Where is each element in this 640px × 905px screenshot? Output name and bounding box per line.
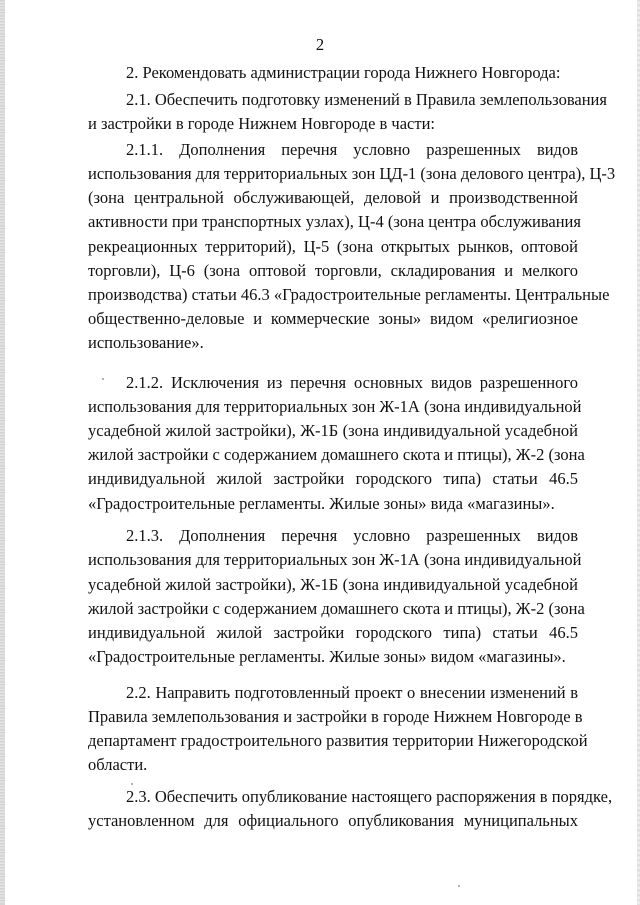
paragraph-2-1-1-line-8: общественно-деловые и коммерческие зоны» видом «религиозное xyxy=(88,309,578,328)
paragraph-2-1-1-line-1: 2.1.1. Дополнения перечня условно разрешенных видов xyxy=(126,140,578,159)
paragraph-2-1-2-line-3: усадебной жилой застройки), Ж-1Б (зона индивидуальной усадебной xyxy=(88,421,578,440)
paragraph-2-1-1-line-9: использование». xyxy=(88,333,204,352)
paragraph-2-1-3-line-1: 2.1.3. Дополнения перечня условно разрешенных видов xyxy=(126,526,578,545)
paragraph-2-1-line-2: и застройки в городе Нижнем Новгороде в части: xyxy=(88,114,436,133)
scan-speck xyxy=(131,783,133,785)
paragraph-2-1-1-line-2: использования для территориальных зон ЦД-1 (зона делового центра), Ц-3 xyxy=(88,164,616,183)
paragraph-2-1-2-line-4: жилой застройки с содержанием домашнего скота и птицы), Ж-2 (зона xyxy=(88,445,585,464)
scan-speck xyxy=(458,885,460,887)
paragraph-2-1-1-line-6: торговли), Ц-6 (зона оптовой торговли, складирования и мелкого xyxy=(88,261,578,280)
paragraph-2-3-line-1: 2.3. Обеспечить опубликование настоящего распоряжения в порядке, xyxy=(126,787,613,806)
paragraph-2-1-3-line-5: индивидуальной жилой застройки городского типа) статьи 46.5 xyxy=(88,623,578,642)
paragraph-2-3-line-2: установленном для официального опубликования муниципальных xyxy=(88,811,578,830)
paragraph-2-1-2-line-5: индивидуальной жилой застройки городского типа) статьи 46.5 xyxy=(88,469,578,488)
paragraph-2-2-line-2: Правила землепользования и застройки в городе Нижнем Новгороде в xyxy=(88,707,583,726)
paragraph-2-1-3-line-4: жилой застройки с содержанием домашнего скота и птицы), Ж-2 (зона xyxy=(88,599,585,618)
paragraph-2-line-1: 2. Рекомендовать администрации города Нижнего Новгорода: xyxy=(126,63,561,82)
paragraph-2-1-1-line-5: рекреационных территорий), Ц-5 (зона открытых рынков, оптовой xyxy=(88,237,578,256)
paragraph-2-2-line-3: департамент градостроительного развития территории Нижегородской xyxy=(88,731,588,750)
paragraph-2-1-3-line-2: использования для территориальных зон Ж-1А (зона индивидуальной xyxy=(88,550,582,569)
scan-left-edge xyxy=(0,0,5,905)
paragraph-2-1-3-line-3: усадебной жилой застройки), Ж-1Б (зона индивидуальной усадебной xyxy=(88,575,578,594)
paragraph-2-2-line-4: области. xyxy=(88,755,148,774)
paragraph-2-1-2-line-1: 2.1.2. Исключения из перечня основных видов разрешенного xyxy=(126,373,578,392)
paragraph-2-1-line-1: 2.1. Обеспечить подготовку изменений в Правила землепользования xyxy=(126,90,607,109)
scan-speck xyxy=(102,378,104,380)
paragraph-2-1-2-line-2: использования для территориальных зон Ж-1А (зона индивидуальной xyxy=(88,397,582,416)
paragraph-2-1-1-line-3: (зона центральной обслуживающей, деловой и производственной xyxy=(88,188,578,207)
page-number: 2 xyxy=(315,35,325,54)
paragraph-2-1-2-line-6: «Градостроительные регламенты. Жилые зоны» вида «магазины». xyxy=(88,494,555,513)
paragraph-2-1-1-line-4: активности при транспортных узлах), Ц-4 (зона центра обслуживания xyxy=(88,212,581,231)
paragraph-2-1-1-line-7: производства) статьи 46.3 «Градостроительные регламенты. Центральные xyxy=(88,285,610,304)
paragraph-2-2-line-1: 2.2. Направить подготовленный проект о внесении изменений в xyxy=(126,683,578,702)
paragraph-2-1-3-line-6: «Градостроительные регламенты. Жилые зоны» видом «магазины». xyxy=(88,647,566,666)
